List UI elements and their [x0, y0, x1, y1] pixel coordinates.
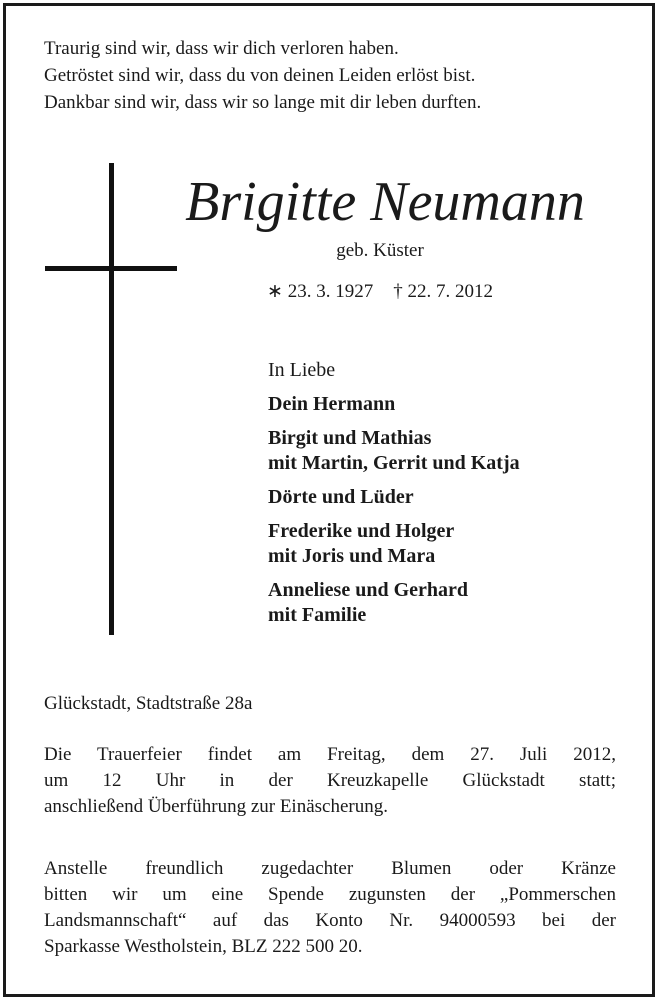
deceased-name: Brigitte Neumann: [185, 171, 585, 233]
mourners-list: [268, 358, 628, 637]
funeral-info: [44, 742, 616, 820]
mourner-group: [268, 519, 628, 569]
funeral-line: um 12 Uhr in der Kreuzkapelle Glückstadt statt;: [44, 770, 616, 791]
donation-line: Landsmannschaft“ auf das Konto Nr. 94000593 bei der: [44, 910, 616, 931]
donation-line: Anstelle freundlich zugedachter Blumen oder Kränze: [44, 858, 616, 879]
intro-line: Traurig sind wir, dass wir dich verloren haben.: [44, 38, 399, 59]
mourner-line: Anneliese und Gerhard: [268, 579, 469, 601]
mourner-group: [268, 392, 628, 417]
birth-date: ∗ 23. 3. 1927: [267, 281, 374, 302]
cross-icon-beam: [45, 266, 177, 271]
funeral-line: Die Trauerfeier findet am Freitag, dem 27. Juli 2012,: [44, 744, 616, 765]
cross-icon: [109, 163, 114, 635]
mourner-line: Dein Hermann: [268, 393, 396, 415]
mourner-group: [268, 485, 628, 510]
mourners-lead: In Liebe: [268, 359, 336, 381]
life-dates: [200, 280, 560, 304]
mourner-line: Frederike und Holger: [268, 520, 455, 542]
maiden-name: geb. Küster: [336, 240, 424, 261]
mourner-line: mit Familie: [268, 604, 367, 626]
mourner-line: mit Martin, Gerrit und Katja: [268, 452, 520, 474]
donation-line: bitten wir um eine Spende zugunsten der „Pommerschen: [44, 884, 616, 905]
intro-line: Dankbar sind wir, dass wir so lange mit dir leben durften.: [44, 92, 482, 113]
mourner-line: mit Joris und Mara: [268, 545, 436, 567]
mourner-line: Dörte und Lüder: [268, 486, 414, 508]
intro-line: Getröstet sind wir, dass du von deinen Leiden erlöst bist.: [44, 65, 476, 86]
mourner-group: [268, 426, 628, 476]
mourner-group: [268, 578, 628, 628]
funeral-line: anschließend Überführung zur Einäscherung.: [44, 796, 388, 817]
donation-line: Sparkasse Westholstein, BLZ 222 500 20.: [44, 936, 363, 957]
donation-info: [44, 856, 616, 960]
death-date: † 22. 7. 2012: [393, 281, 493, 302]
mourner-line: Birgit und Mathias: [268, 427, 432, 449]
family-address: Glückstadt, Stadtstraße 28a: [44, 693, 253, 714]
intro-verse: [44, 35, 614, 116]
